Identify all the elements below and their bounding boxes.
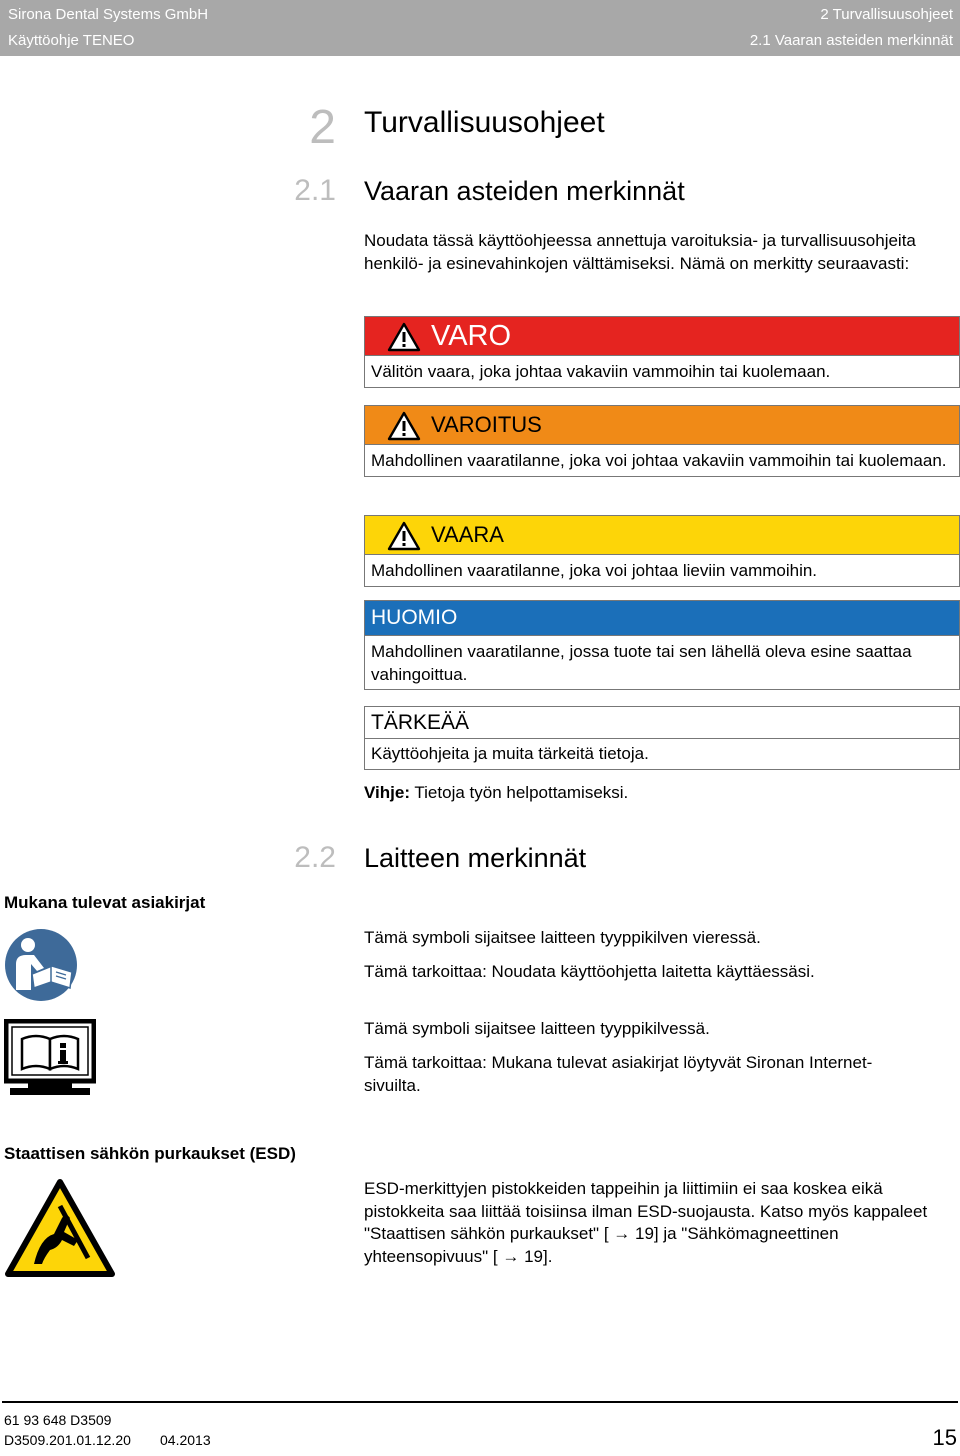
hazard-band-vaara [365, 516, 959, 555]
footer-rule [2, 1401, 958, 1403]
important-box [364, 706, 960, 770]
header-company: Sirona Dental Systems GmbH [8, 6, 209, 23]
hazard-text-varo: Välitön vaara, joka johtaa vakaviin vammoihin tai kuolemaan. [371, 362, 831, 381]
section-title: Vaaran asteiden merkinnät [364, 176, 685, 206]
section-title: Laitteen merkinnät [364, 843, 587, 873]
warning-triangle-icon [387, 322, 421, 352]
footer-document-number: D3509.201.01.12.20 [4, 1432, 131, 1448]
warning-triangle-icon [387, 411, 421, 441]
notice-box-huomio [364, 600, 960, 690]
notice-band-huomio [365, 601, 959, 636]
intro-paragraph: Noudata tässä käyttöohjeessa annettuja varoituksia- ja turvallisuusohjeita henkilö- ja esinevahinkojen välttämiseksi. Nämä on merkitty seuraavasti: [364, 231, 916, 273]
side-heading-esd: Staattisen sähkön purkaukset (ESD) [4, 1144, 296, 1163]
hazard-label-varo: VARO [431, 320, 512, 352]
important-label: TÄRKEÄÄ [371, 711, 470, 734]
hazard-label-varoitus: VAROITUS [431, 412, 542, 437]
hazard-text-vaara: Mahdollinen vaaratilanne, joka voi johtaa lieviin vammoihin. [371, 561, 818, 580]
important-band [365, 707, 959, 739]
header-manual: Käyttöohje TENEO [8, 32, 135, 49]
warning-triangle-icon [387, 521, 421, 551]
hazard-box-varoitus [364, 405, 960, 477]
tip-text: Tietoja työn helpottamiseksi. [414, 783, 629, 802]
footer-date: 04.2013 [160, 1432, 211, 1448]
section-number: 2.1 [294, 174, 336, 207]
hazard-band-varo [365, 317, 959, 356]
hazard-box-varo [364, 316, 960, 388]
page-header [0, 0, 960, 56]
symbol-meaning-paragraph: Tämä tarkoittaa: Noudata käyttöohjetta laitetta käyttäessäsi. [364, 962, 815, 981]
hazard-label-vaara: VAARA [431, 522, 504, 547]
side-heading-documents: Mukana tulevat asiakirjat [4, 893, 206, 912]
header-section: 2.1 Vaaran asteiden merkinnät [749, 32, 953, 49]
esd-warning-icon [4, 1178, 116, 1280]
section-number: 2.2 [294, 841, 336, 874]
hazard-box-vaara [364, 515, 960, 587]
hazard-text-varoitus: Mahdollinen vaaratilanne, joka voi johtaa vakaviin vammoihin tai kuolemaan. [371, 451, 947, 470]
symbol-location-paragraph: Tämä symboli sijaitsee laitteen tyyppikilven vieressä. [364, 928, 761, 947]
hazard-band-varoitus [365, 406, 959, 445]
chapter-title: Turvallisuusohjeet [364, 106, 605, 139]
follow-instructions-icon [4, 928, 78, 1002]
footer-order-number: 61 93 648 D3509 [4, 1412, 112, 1428]
chapter-number: 2 [309, 101, 336, 154]
notice-text-huomio: Mahdollinen vaaratilanne, jossa tuote tai sen lähellä oleva esine saattaa vahingoittua. [371, 642, 912, 684]
page-number: 15 [932, 1425, 957, 1450]
internet-documents-paragraph: Tämä tarkoittaa: Mukana tulevat asiakirjat löytyvät Sironan Internet-sivuilta. [364, 1053, 873, 1095]
tip-label: Vihje: [364, 783, 410, 802]
tip-line [364, 782, 954, 805]
online-documentation-icon [4, 1019, 96, 1097]
important-text: Käyttöohjeita ja muita tärkeitä tietoja. [371, 744, 649, 763]
notice-label-huomio: HUOMIO [371, 606, 458, 629]
symbol-nameplate-paragraph: Tämä symboli sijaitsee laitteen tyyppikilvessä. [364, 1019, 710, 1038]
esd-paragraph: ESD-merkittyjen pistokkeiden tappeihin ja liittimiin ei saa koskea eikä pistokkeita saa liittää toisiinsa ilman ESD-suojausta. Katso myös kappaleet "Staattisen sähkön purkaukset" [ → 19] ja "Sähkömagneettinen yhteensopivuus" [ → 19]. [364, 1179, 928, 1266]
header-chapter: 2 Turvallisuusohjeet [820, 6, 953, 23]
